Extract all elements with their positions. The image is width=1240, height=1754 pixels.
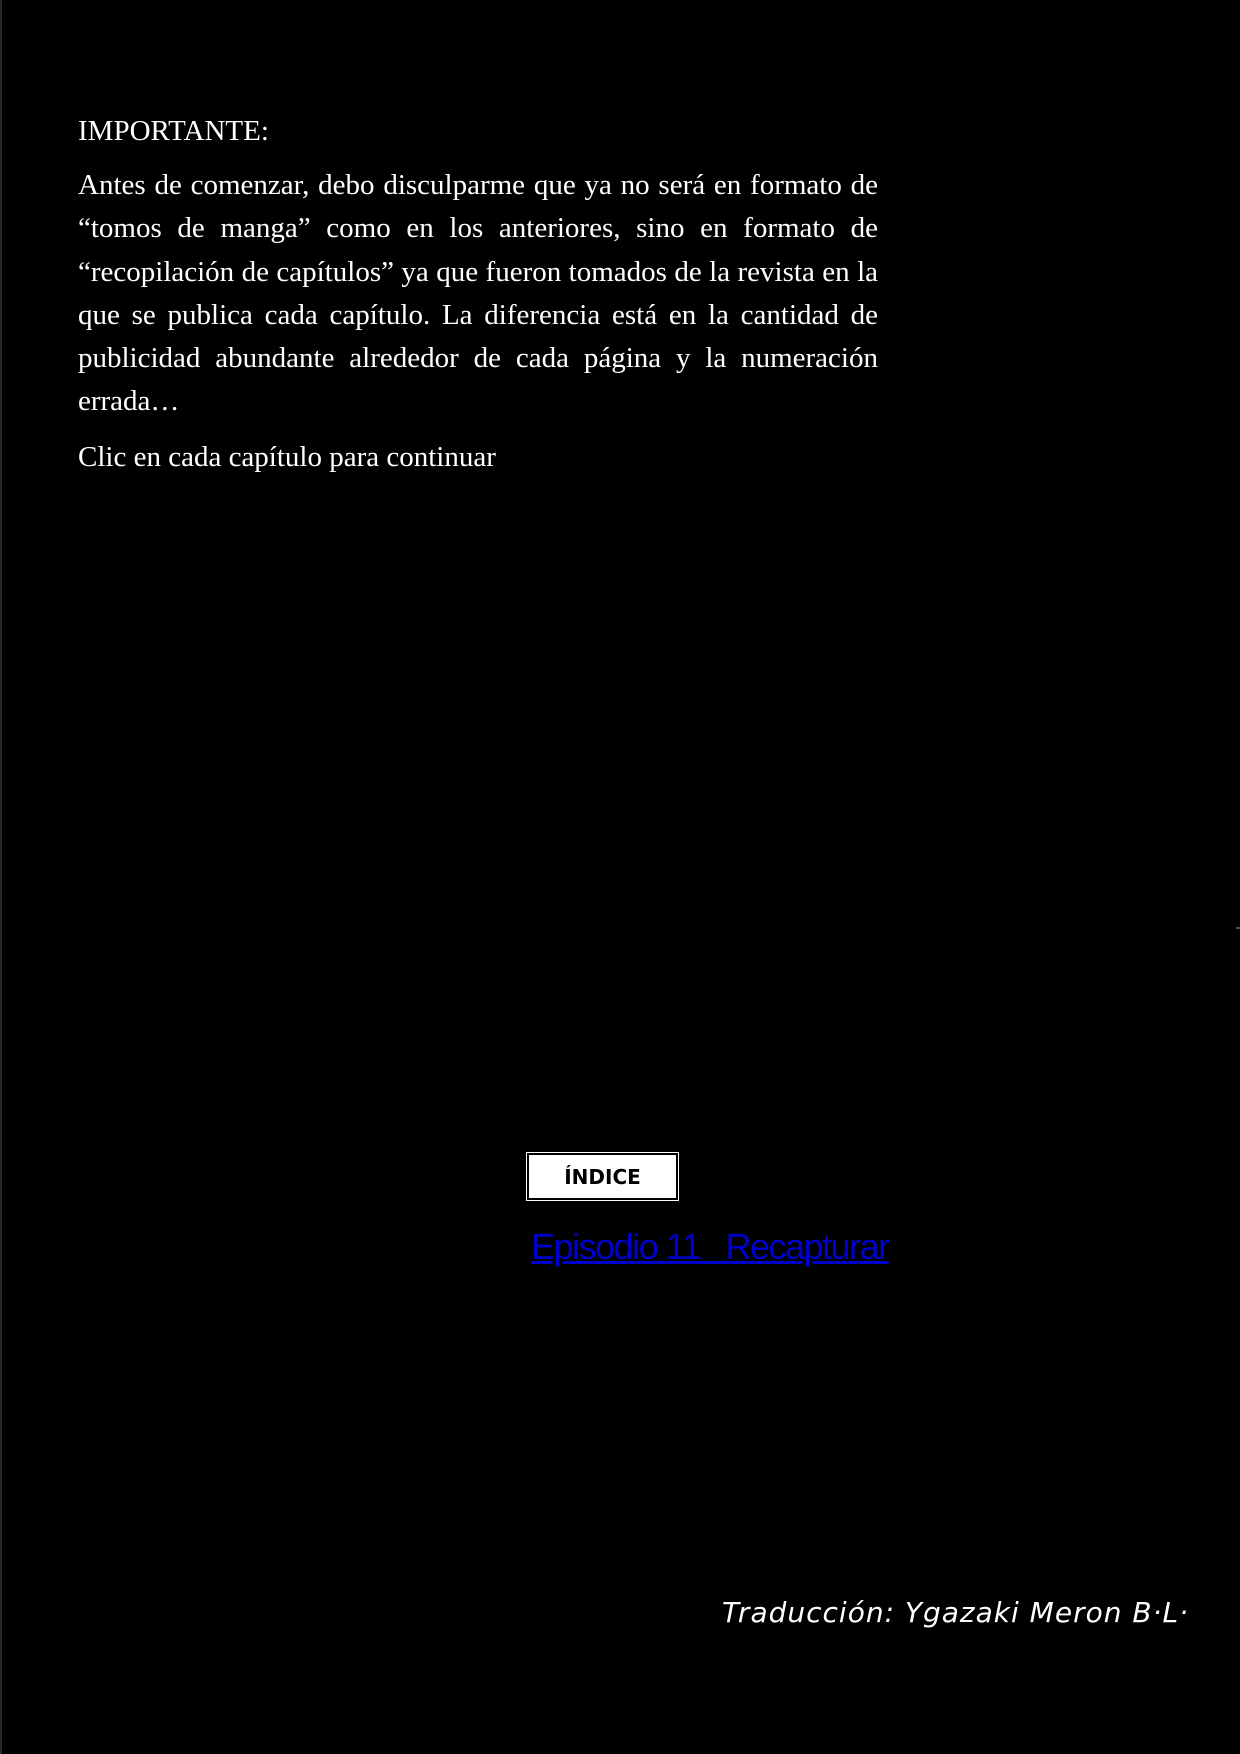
translation-credit: Traducción: Ygazaki Meron B·L· [722,1596,1189,1629]
index-button-label: ÍNDICE [564,1164,641,1189]
notice-body: Antes de comenzar, debo disculparme que ya no será en formato de “tomos de manga” como en los anteriores, sino en formato de “recopilación de capítulos” ya que fueron tomados de la revista en la que se publica cada capítulo. La diferencia está en la cantidad de publicidad abundante alrededor de cada página y la numeración errada… [78,169,878,418]
notice-heading: IMPORTANTE: [78,115,269,147]
notice-section [78,110,878,478]
notice-hint: Clic en cada capítulo para continuar [78,440,496,473]
page-left-edge [0,0,2,1754]
episode-link[interactable]: Episodio 11 Recapturar [531,1226,889,1267]
index-button[interactable] [527,1153,678,1200]
page-edge-mark [1236,927,1240,929]
